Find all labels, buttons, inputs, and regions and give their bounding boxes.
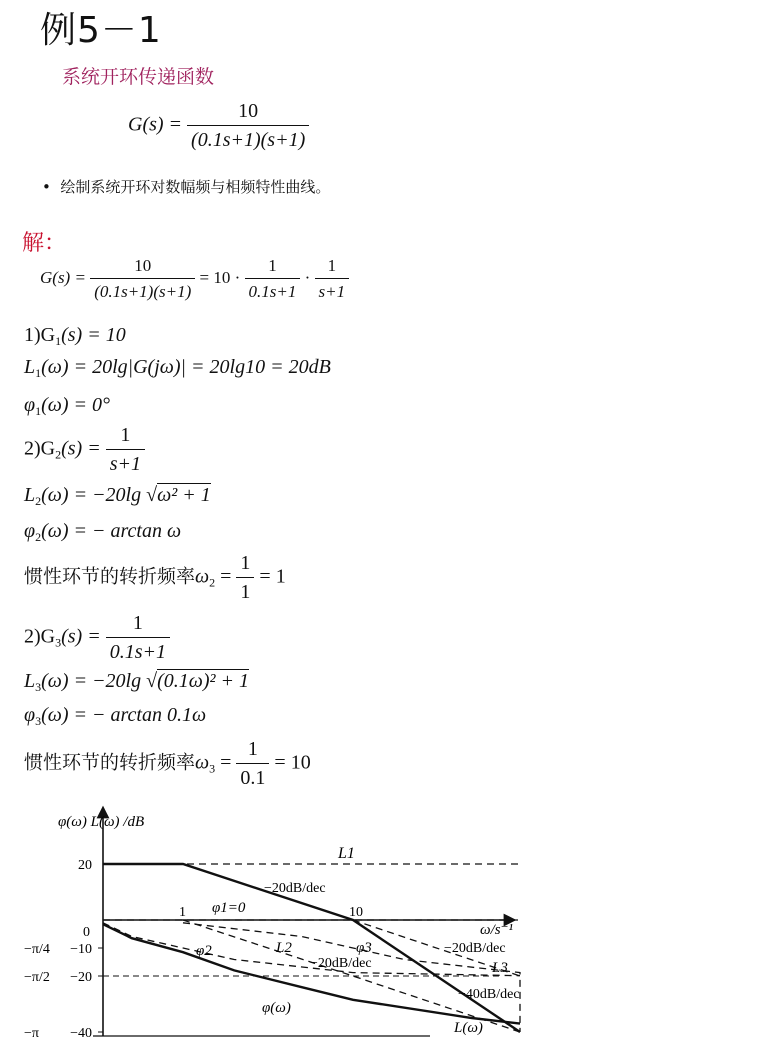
dec-frac1-den: (0.1s+1)(s+1) <box>90 278 195 302</box>
bullet-text: 绘制系统开环对数幅频与相频特性曲线。 <box>60 178 331 196</box>
dec-frac2-num: 1 <box>268 256 277 275</box>
part1-phi <box>24 394 110 419</box>
transfer-function <box>128 100 309 152</box>
part3-corner <box>24 738 311 790</box>
phase-tick-label: −π <box>24 1026 39 1041</box>
dec-frac3 <box>315 256 350 302</box>
tf-denominator: (0.1s+1)(s+1) <box>187 125 309 152</box>
phase-tick-label: −π/2 <box>24 970 50 985</box>
part3-g-eq: (s) = <box>61 625 101 648</box>
part1-l-sub: 1 <box>35 366 42 380</box>
x-tick-label: 10 <box>349 905 363 920</box>
part2-l-sub: 2 <box>35 494 42 508</box>
part2-phi <box>24 520 181 545</box>
bullet-item <box>42 176 330 197</box>
part3-g-frac <box>106 612 170 664</box>
part2-l <box>24 484 211 509</box>
part3-corner-w: ω <box>195 751 210 774</box>
part1-phi-sub: 1 <box>35 404 42 418</box>
part2-corner-w: ω <box>195 565 210 588</box>
part2-l-rhs: (ω) = −20lg <box>41 484 142 506</box>
part3-g-sub: 3 <box>55 635 62 650</box>
y-tick-label: 20 <box>78 858 92 873</box>
page-title: 例5－1 <box>40 10 162 51</box>
label-L-omega: L(ω) <box>454 1020 483 1036</box>
dec-frac2-den: 0.1s+1 <box>245 278 301 302</box>
part3-l-sub: 3 <box>35 680 42 694</box>
part2-corner <box>24 552 286 604</box>
dec-frac2 <box>245 256 301 302</box>
dec-frac3-num: 1 <box>327 256 337 275</box>
part2-phi-rhs: (ω) = − arctan ω <box>41 520 182 542</box>
part2-corner-den: 1 <box>236 577 254 604</box>
dec-frac1 <box>90 256 195 302</box>
part3-l-rhs: (ω) = −20lg <box>41 670 142 692</box>
annotation-slope-4: −40dB/dec <box>458 987 520 1002</box>
dec-dot: · <box>304 267 311 287</box>
bode-plot <box>0 800 762 1057</box>
annotation-slope-1: −20dB/dec <box>264 881 326 896</box>
part3-l-sqrt: (0.1ω)² + 1 <box>157 670 250 692</box>
part1-g <box>24 324 126 349</box>
part1-g-sub: 1 <box>55 334 62 348</box>
part3-corner-frac <box>236 738 269 790</box>
part1-l-label: L <box>24 356 36 378</box>
part2-corner-res: = 1 <box>259 565 286 588</box>
label-phi3: φ3 <box>356 940 372 956</box>
label-L2: L2 <box>276 940 292 956</box>
part3-phi-label: φ <box>24 704 36 726</box>
part2-g-eq: (s) = <box>61 437 101 460</box>
part2-g-label: 2)G <box>24 437 56 460</box>
part2-corner-eq: = <box>220 565 232 588</box>
part3-corner-res: = 10 <box>274 751 311 774</box>
bullet-dot: • <box>42 178 61 196</box>
part2-phi-label: φ <box>24 520 36 542</box>
part1-g-label: 1)G <box>24 324 56 346</box>
part3-phi-rhs: (ω) = − arctan 0.1ω <box>41 704 207 726</box>
part2-phi-sub: 2 <box>35 530 42 544</box>
section-subtitle: 系统开环传递函数 <box>62 66 215 88</box>
y-tick-label: −40 <box>70 1026 92 1041</box>
part3-g-num: 1 <box>132 612 143 634</box>
annotation-slope-2: −20dB/dec <box>310 956 372 971</box>
x-axis-label: ω/s⁻¹ <box>480 922 514 938</box>
part1-phi-rhs: (ω) = 0° <box>41 394 111 416</box>
decomposition-equation <box>40 256 349 302</box>
y-tick-label: −10 <box>70 942 92 957</box>
part2-corner-sub: 2 <box>209 575 216 590</box>
part1-l-rhs: (ω) = 20lg|G(jω)| = 20lg10 = 20dB <box>41 356 331 378</box>
part3-g-den: 0.1s+1 <box>106 637 170 664</box>
dec-mid: = 10 · <box>199 267 241 287</box>
part3-g <box>24 612 170 664</box>
tf-lhs: G(s) = <box>128 113 183 136</box>
part3-l-label: L <box>24 670 36 692</box>
solution-label: 解： <box>22 230 67 255</box>
x-tick-label: 1 <box>179 905 186 920</box>
part3-corner-eq: = <box>220 751 232 774</box>
y-tick-label: −20 <box>70 970 92 985</box>
part2-g <box>24 424 145 476</box>
part1-g-rhs: (s) = 10 <box>61 324 126 346</box>
label-phi-omega: φ(ω) <box>262 1000 291 1016</box>
label-phi1: φ1=0 <box>212 900 246 916</box>
part3-corner-den: 0.1 <box>236 763 269 790</box>
part2-corner-frac <box>236 552 254 604</box>
part2-corner-text: 惯性环节的转折频率 <box>24 565 196 588</box>
part3-l <box>24 670 249 695</box>
part2-l-label: L <box>24 484 36 506</box>
tf-fraction <box>187 100 309 152</box>
part2-g-den: s+1 <box>106 449 145 476</box>
part3-corner-text: 惯性环节的转折频率 <box>24 751 196 774</box>
label-phi2: φ2 <box>196 943 212 959</box>
part3-phi <box>24 704 206 729</box>
part1-phi-label: φ <box>24 394 36 416</box>
part3-phi-sub: 3 <box>35 714 42 728</box>
tf-numerator: 10 <box>238 100 259 122</box>
dec-frac1-num: 10 <box>134 256 152 275</box>
dec-lhs: G(s) = <box>40 267 86 287</box>
sqrt-symbol-icon: √ <box>146 670 158 692</box>
sqrt-symbol-icon: √ <box>146 484 158 506</box>
annotation-slope-3: −20dB/dec <box>444 941 506 956</box>
part3-corner-num: 1 <box>247 738 258 760</box>
label-L1: L1 <box>338 845 355 862</box>
part2-corner-num: 1 <box>240 552 251 574</box>
part2-l-sqrt: ω² + 1 <box>157 484 211 506</box>
part3-corner-sub: 3 <box>209 761 216 776</box>
y-axis-label: φ(ω) L(ω) /dB <box>58 814 145 830</box>
origin-label: 0 <box>83 925 90 940</box>
dec-frac3-den: s+1 <box>315 278 350 302</box>
part1-l <box>24 356 331 381</box>
phase-tick-label: −π/4 <box>24 942 50 957</box>
part2-g-num: 1 <box>120 424 131 446</box>
part2-g-sub: 2 <box>55 447 62 462</box>
label-L3: L3 <box>492 960 508 976</box>
part2-g-frac <box>106 424 145 476</box>
part3-g-label: 2)G <box>24 625 56 648</box>
